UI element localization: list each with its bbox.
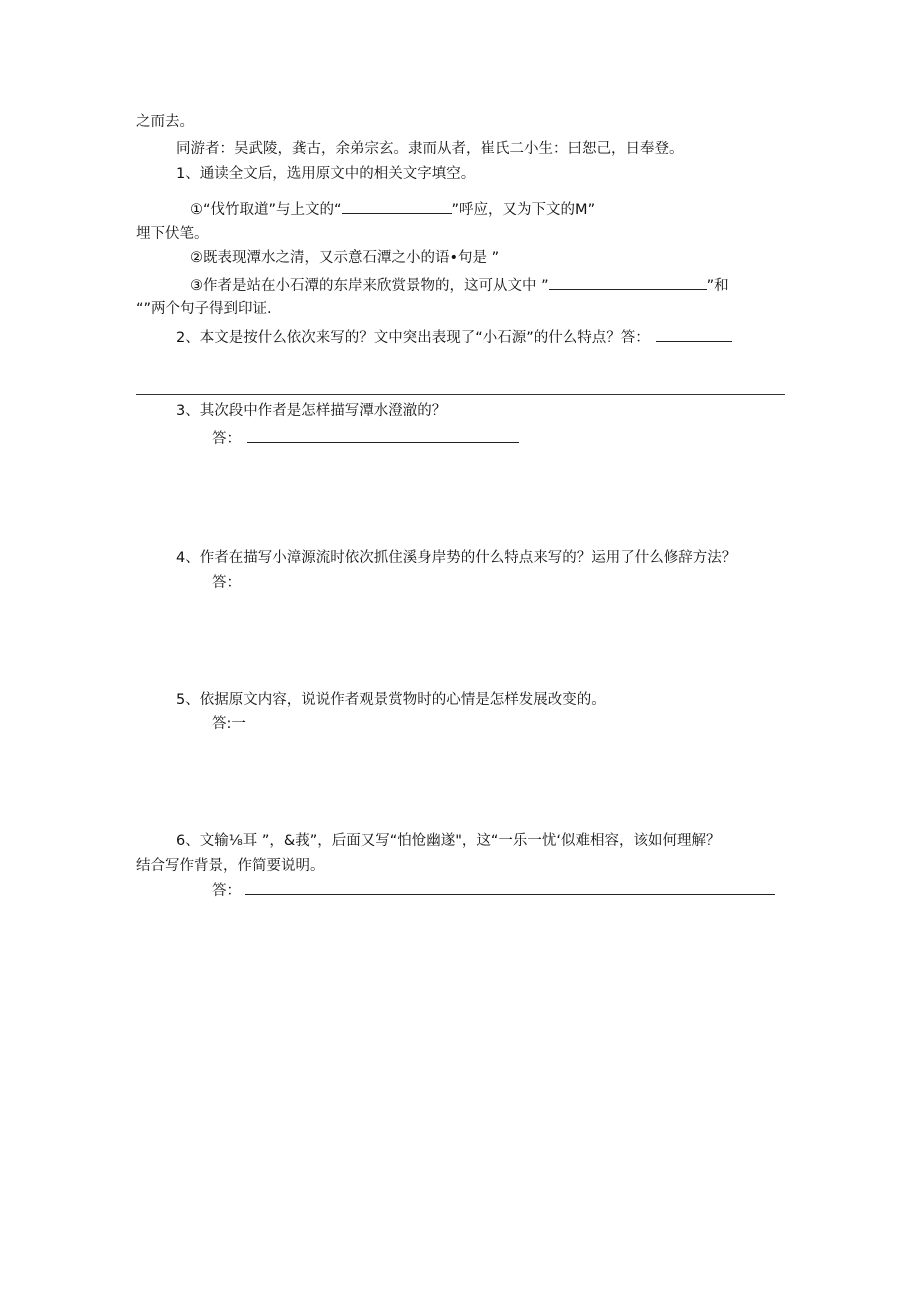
- q6-answer-label: 答：: [212, 883, 241, 899]
- question-1-item-2: ②既表现潭水之清，又示意石潭之小的语•句是 ”: [190, 250, 500, 266]
- q2-text: 2、本文是按什么依次来写的？文中突出表现了“小石源”的什么特点？答：: [176, 330, 650, 346]
- question-6-cont: 结合写作背景，作简要说明。: [136, 858, 325, 874]
- question-5-answer: 答:一: [212, 716, 246, 732]
- question-4: 4、作者在描写小漳源流时依次抓住溪身岸势的什么特点来写的？运用了什么修辞方法？: [176, 550, 737, 566]
- q1-item1-prefix: ①“伐竹取道”与上文的“: [190, 202, 342, 218]
- q2-answer-blank[interactable]: [656, 327, 732, 342]
- question-5: 5、依据原文内容，说说作者观景赏物时的心情是怎样发展改变的。: [176, 692, 606, 708]
- q1-item1-blank[interactable]: [342, 199, 452, 214]
- q1-item3-suffix: ”和: [706, 278, 729, 294]
- q6-answer-blank[interactable]: [245, 880, 775, 895]
- question-4-answer: 答：: [212, 575, 241, 591]
- passage-ending: 之而去。: [136, 114, 194, 130]
- divider-rule: [136, 394, 785, 395]
- question-1-item-1-cont: 埋下伏笔。: [136, 226, 209, 242]
- q1-item1-suffix: ”呼应，又为下文的M”: [451, 202, 596, 218]
- question-6-answer: [212, 880, 775, 901]
- q3-answer-blank[interactable]: [247, 428, 519, 443]
- q1-item3-prefix: ③作者是站在小石潭的东岸来欣赏景物的，这可从文中 ”: [190, 278, 549, 294]
- question-3-answer: [212, 428, 519, 449]
- question-3: 3、其次段中作者是怎样描写潭水澄澈的？: [176, 403, 447, 419]
- question-1: 1、通读全文后，选用原文中的相关文字填空。: [176, 166, 476, 182]
- question-2: [176, 327, 732, 348]
- q3-answer-label: 答：: [212, 431, 241, 447]
- q1-item3-blank[interactable]: [549, 275, 707, 290]
- question-1-item-3: [190, 275, 729, 296]
- question-6: 6、文输⅛耳 ”，&莪”，后面又写“怕怆幽遂"，这“一乐一忧‘似难相容，该如何理解？: [176, 833, 721, 849]
- question-1-item-1: [190, 199, 595, 220]
- companions-line: 同游者：吴武陵，龚古，余弟宗玄。隶而从者，崔氏二小生：曰恕己，日奉登。: [176, 141, 684, 157]
- question-1-item-3-cont: “”两个句子得到印证.: [136, 301, 272, 317]
